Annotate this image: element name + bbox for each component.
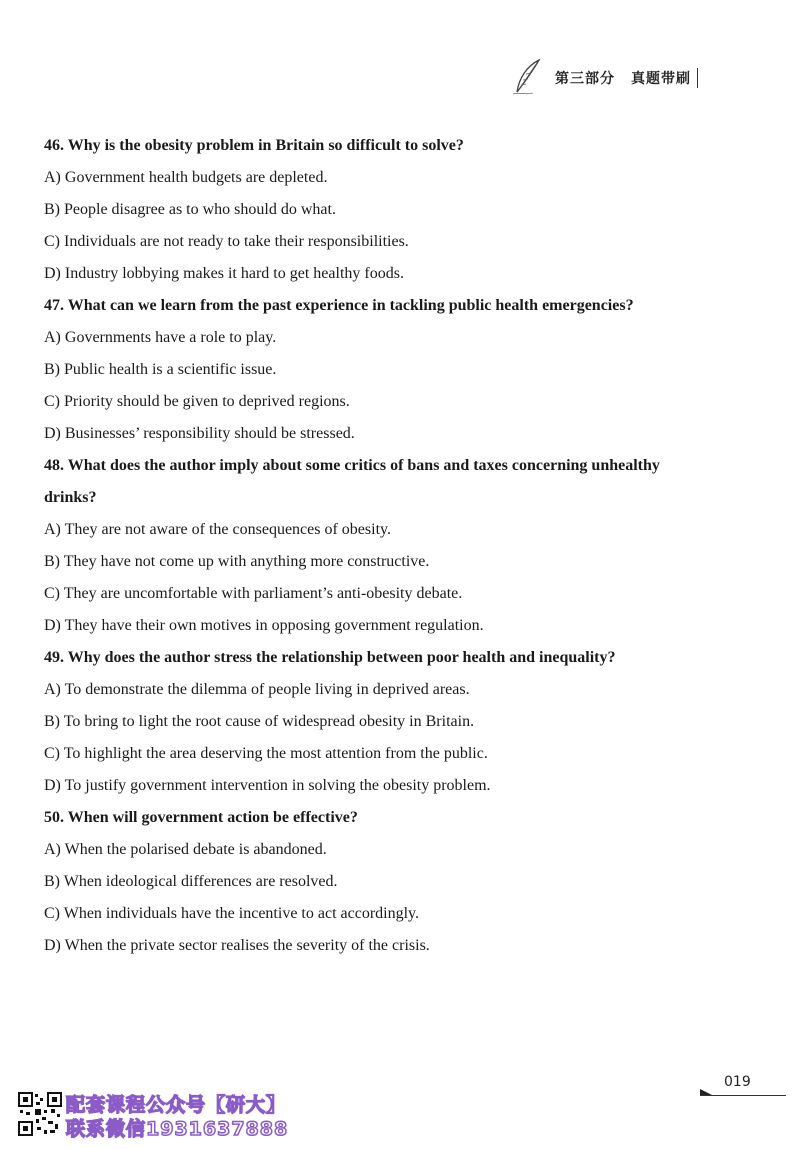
option-49-c: C) To highlight the area deserving the most attention from the public. <box>44 745 488 762</box>
option-46-b: B) People disagree as to who should do what. <box>44 201 336 218</box>
question-50: 50. When will government action be effective? <box>44 809 358 826</box>
option-46-c: C) Individuals are not ready to take their responsibilities. <box>44 233 409 250</box>
section-subtitle: 真题带刷 <box>631 71 691 87</box>
feather-quill-icon <box>509 58 545 98</box>
option-50-b: B) When ideological differences are resolved. <box>44 873 338 890</box>
option-50-c: C) When individuals have the incentive to act accordingly. <box>44 905 419 922</box>
option-48-d: D) They have their own motives in opposing government regulation. <box>44 617 484 634</box>
question-list <box>44 130 724 962</box>
page-number-rule <box>700 1095 786 1096</box>
question-47: 47. What can we learn from the past experience in tackling public health emergencies? <box>44 297 634 314</box>
option-47-c: C) Priority should be given to deprived regions. <box>44 393 350 410</box>
section-title: 第三部分 <box>555 71 615 87</box>
option-48-a: A) They are not aware of the consequences of obesity. <box>44 521 391 538</box>
option-49-b: B) To bring to light the root cause of widespread obesity in Britain. <box>44 713 475 730</box>
watermark <box>18 1090 318 1140</box>
option-47-d: D) Businesses’ responsibility should be stressed. <box>44 425 355 442</box>
option-48-b: B) They have not come up with anything more constructive. <box>44 553 430 570</box>
option-49-a: A) To demonstrate the dilemma of people living in deprived areas. <box>44 681 470 698</box>
question-48: 48. What does the author imply about some critics of bans and taxes concerning unhealthy <box>44 457 660 474</box>
page-header <box>509 58 698 98</box>
question-48-continued: drinks? <box>44 489 97 506</box>
page-number: 019 <box>724 1074 751 1090</box>
option-47-b: B) Public health is a scientific issue. <box>44 361 277 378</box>
option-47-a: A) Governments have a role to play. <box>44 329 277 346</box>
header-divider <box>697 68 698 88</box>
option-48-c: C) They are uncomfortable with parliament’s anti-obesity debate. <box>44 585 463 602</box>
option-46-d: D) Industry lobbying makes it hard to get healthy foods. <box>44 265 404 282</box>
question-46: 46. Why is the obesity problem in Britain so difficult to solve? <box>44 137 464 154</box>
watermark-line-2: 联系微信1931637888 <box>66 1118 289 1140</box>
question-49: 49. Why does the author stress the relationship between poor health and inequality? <box>44 649 616 666</box>
qr-code-icon <box>18 1092 62 1136</box>
option-46-a: A) Government health budgets are depleted. <box>44 169 328 186</box>
watermark-line-1: 配套课程公众号【研大】 <box>66 1094 287 1116</box>
option-49-d: D) To justify government intervention in solving the obesity problem. <box>44 777 491 794</box>
option-50-d: D) When the private sector realises the severity of the crisis. <box>44 937 430 954</box>
option-50-a: A) When the polarised debate is abandoned. <box>44 841 327 858</box>
